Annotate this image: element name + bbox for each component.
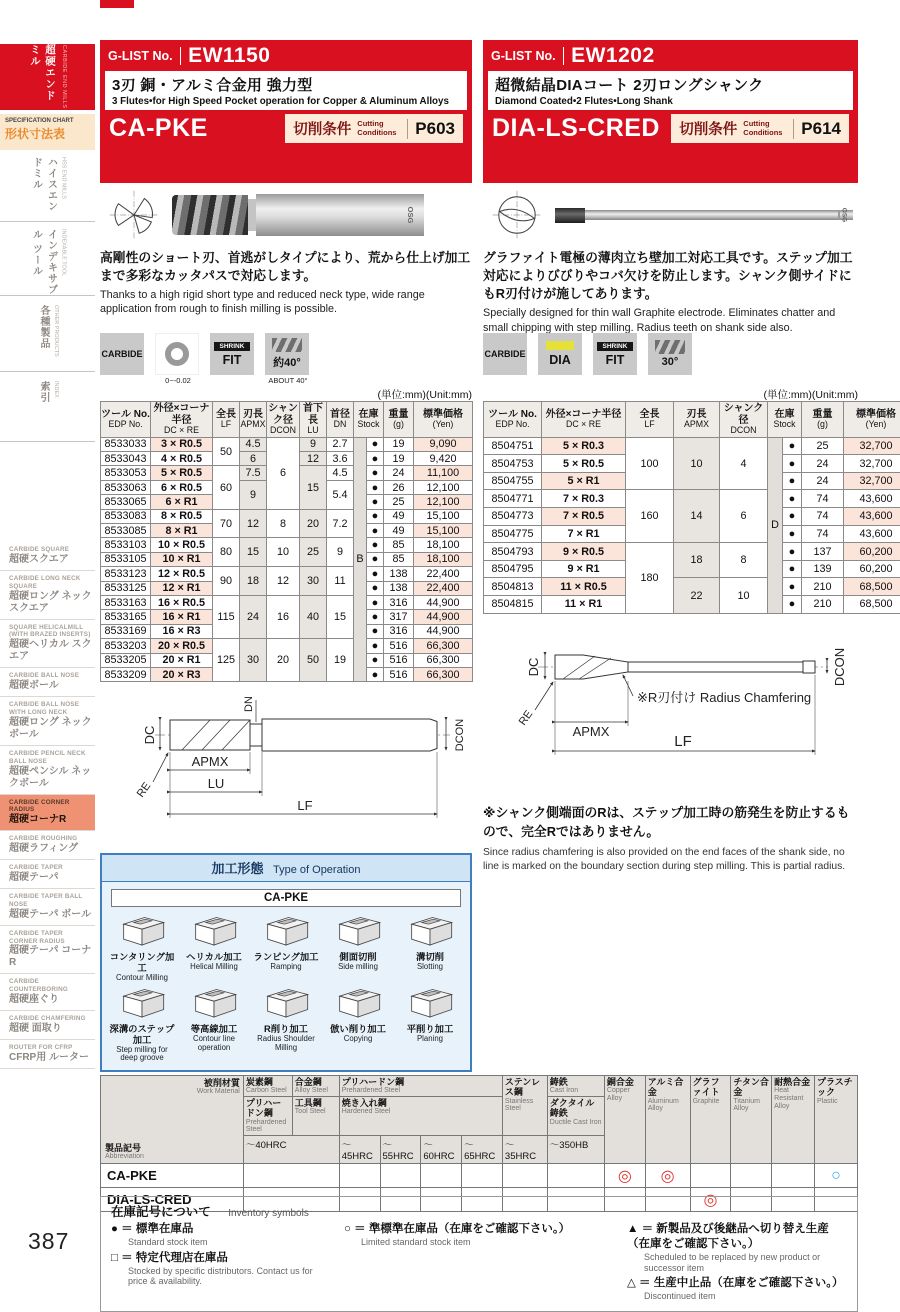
table-row: 8533125 12 × R1 ● 138 22,400 [101, 581, 473, 595]
column-header: 在庫 Stock [354, 402, 384, 438]
double-circle-mark: ◎ [703, 1192, 717, 1209]
table-row: 8533163 16 × R0.5 115 24 16 40 15 ● 316 44,900 [101, 595, 473, 609]
double-circle-mark: ◎ [618, 1168, 632, 1185]
table-row: 8533053 5 × R0.5 60 7.5 15 4.5 ● 24 11,100 [101, 466, 473, 480]
inventory-column-2 [344, 1222, 609, 1305]
sidebar-product-list [0, 542, 95, 1069]
column-header: 外径×コーナ半径 DC × RE [151, 402, 213, 438]
operation-icon [405, 913, 455, 947]
sidebar-spec-chart[interactable] [0, 114, 95, 150]
hardness-header: ～350HB [547, 1136, 604, 1164]
material-table [100, 1075, 858, 1212]
svg-text:RE: RE [517, 708, 536, 727]
material-header: グラファイト Graphite [690, 1076, 731, 1164]
unit-note: (単位:mm)(Unit:mm) [483, 387, 858, 401]
sidebar-item[interactable] [0, 795, 95, 832]
operation-item: 平削り加工 Planing [395, 985, 465, 1063]
sidebar-item-en: ROUTER FOR CFRP [9, 1044, 93, 1052]
svg-text:DC: DC [526, 657, 541, 676]
column-header: ツール No. EDP No. [101, 402, 151, 438]
operation-item: R削り加工 Radius Shoulder Milling [251, 985, 321, 1063]
product-photo [172, 194, 424, 236]
column-header: 首下長 LU [300, 402, 327, 438]
hardness-header: ～40HRC [243, 1136, 339, 1164]
svg-text:RE: RE [135, 781, 154, 800]
sidebar-item-jp: 超硬ラフィング [9, 843, 93, 855]
sidebar-item-en: CARBIDE SQUARE [9, 546, 93, 554]
table-row: 8504773 7 × R0.5 ● 74 43,600 [484, 508, 900, 526]
angle-icon: 30° [648, 333, 694, 375]
column-header: ツール No. EDP No. [484, 402, 542, 438]
sidebar-item-jp: 超硬テーパ [9, 872, 93, 884]
spec-table-container [100, 401, 472, 682]
material-header: 工具鋼 Tool Steel [292, 1097, 339, 1136]
sidebar-item-jp: 超硬テーパ コーナR [9, 945, 93, 969]
svg-text:DC: DC [142, 726, 157, 745]
sidebar-item-en: CARBIDE TAPER [9, 864, 93, 872]
product-photo-row [483, 183, 858, 243]
svg-text:DCON: DCON [454, 719, 466, 751]
sidebar-item[interactable] [0, 831, 95, 860]
column-header: 標準価格 (Yen) [414, 402, 473, 438]
table-row: 8533203 20 × R0.5 125 30 20 50 19 ● 516 66,300 [101, 639, 473, 653]
material-header: 鋳鉄 Cast Iron [547, 1076, 604, 1097]
sidebar-item-en: CARBIDE BALL NOSE [9, 672, 93, 680]
table-row: 8533085 8 × R1 ● 49 15,100 [101, 524, 473, 538]
operation-product-bar: CA-PKE [111, 889, 461, 907]
sidebar-item[interactable] [0, 542, 95, 571]
product-code: DIA-LS-CRED [492, 114, 660, 143]
operation-item: 側面切削 Side milling [323, 913, 393, 982]
product-description [100, 249, 472, 333]
material-row [101, 1164, 858, 1188]
sidebar-item-jp: 超硬ボール [9, 680, 93, 692]
table-row: 8533209 20 × R3 ● 516 66,300 [101, 667, 473, 681]
table-row: 8504753 5 × R0.5 ● 24 32,700 [484, 455, 900, 473]
operation-item: 深溝のステップ加工 Step milling for deep groove [107, 985, 177, 1063]
table-row: 8533169 16 × R3 ● 316 44,900 [101, 624, 473, 638]
cutting-conditions-en: Cutting Conditions [357, 120, 401, 137]
table-row: 8504793 9 × R0.5 180 18 8 ● 137 60,200 [484, 543, 900, 561]
cutting-conditions-page: P614 [793, 119, 841, 139]
sidebar-item[interactable] [0, 974, 95, 1011]
column-header: 在庫 Stock [768, 402, 802, 438]
sidebar-item[interactable] [0, 889, 95, 926]
tool-shank [585, 210, 853, 220]
sidebar-category-carbide-endmills[interactable] [0, 44, 95, 110]
sidebar-item[interactable] [0, 746, 95, 795]
sidebar-item-jp: 超硬テーパ ボール [9, 909, 93, 921]
product-column-ca-pke [100, 40, 472, 1072]
hss-label-en: HSS END MILLS [61, 157, 67, 221]
product-description [483, 249, 858, 333]
table-row: 8533063 6 × R0.5 9 5.4 ● 26 12,100 [101, 480, 473, 494]
sidebar-item-jp: 超硬ロング ネックスクエア [9, 591, 93, 615]
cutting-conditions-link[interactable] [671, 114, 849, 143]
column-header: 重量 (g) [802, 402, 844, 438]
sidebar-item[interactable] [0, 697, 95, 746]
dimension-diagram [100, 690, 472, 840]
end-view-drawing-2flute [491, 189, 543, 241]
sidebar-item-en: CARBIDE TAPER CORNER RADIUS [9, 930, 93, 946]
material-header: ステンレス鋼 Stainless Steel [502, 1076, 547, 1136]
operation-grid [102, 910, 470, 1069]
svg-text:APMX: APMX [573, 724, 610, 739]
angle-icon: 約40° ABOUT 40° [265, 333, 311, 385]
spec-chart-en: SPECIFICATION CHART [5, 118, 90, 124]
tool-neck [248, 199, 256, 231]
material-row-name: CA-PKE [101, 1164, 244, 1188]
operation-icon [189, 985, 239, 1019]
spec-chart-jp: 形状寸法表 [5, 125, 90, 142]
operation-title-jp: 加工形態 [212, 861, 264, 876]
note-en: Since radius chamfering is also provided on the end faces of the shank side, no line is marked on the boundary section during step milling. This is partial radius. [483, 846, 854, 875]
sidebar-item-en: CARBIDE ROUGHING [9, 835, 93, 843]
sidebar-item-indexable-tool[interactable] [0, 229, 95, 296]
column-header: 首径 DN [327, 402, 354, 438]
operation-icon [189, 913, 239, 947]
sidebar-item-jp: CFRP用 ルーター [9, 1052, 93, 1064]
material-header: プリハードン鋼 Prehardened Steel [339, 1076, 502, 1097]
tool-flutes [172, 195, 248, 235]
spec-table [100, 401, 473, 682]
svg-text:DCON: DCON [832, 647, 847, 685]
column-header: 刃長 APMX [674, 402, 720, 438]
material-header: 耐熱合金 Heat Resistant Alloy [772, 1076, 815, 1164]
column-header: 外径×コーナ半径 DC × RE [542, 402, 626, 438]
hardness-header: ～60HRC [421, 1136, 462, 1164]
sidebar-item[interactable] [0, 571, 95, 620]
sidebar-item-en: CARBIDE CHAMFERING [9, 1015, 93, 1023]
svg-text:DN: DN [243, 696, 255, 712]
cutting-conditions-page: P603 [407, 119, 455, 139]
inventory-legend-item: ● ＝ 標準在庫品 Standard stock item [111, 1222, 326, 1248]
column-header: 全長 LF [626, 402, 674, 438]
table-row: 8533065 6 × R1 ● 25 12,100 [101, 495, 473, 509]
sidebar-item-index[interactable] [0, 381, 95, 442]
material-header: 炭素鋼 Carbon Steel [243, 1076, 292, 1097]
circle-mark: ○ [831, 1167, 841, 1184]
cutting-conditions-en: Cutting Conditions [743, 120, 787, 137]
hss-label-jp: ハイスエンドミル [29, 157, 59, 221]
header-divider [563, 47, 565, 65]
sidebar-item-jp: 超硬ロング ネックボール [9, 717, 93, 741]
glist-number: EW1202 [571, 44, 655, 68]
table-row: 8533165 16 × R1 ● 317 44,900 [101, 610, 473, 624]
inventory-title-jp: 在庫記号について [111, 1205, 211, 1219]
column-header: 重量 (g) [384, 402, 414, 438]
table-row: 8504815 11 × R1 ● 210 68,500 [484, 596, 900, 614]
operation-icon [333, 913, 383, 947]
operation-item: コンタリング加工 Contour Milling [107, 913, 177, 982]
operation-item: 溝切削 Slotting [395, 913, 465, 982]
material-row-name: DIA-LS-CRED [101, 1188, 244, 1212]
sidebar-category-label-en: CARBIDE END MILLS [61, 45, 67, 109]
hardness-header: ～55HRC [380, 1136, 421, 1164]
ring-icon: 0~-0.02 [155, 333, 201, 385]
sidebar-item-en: CARBIDE BALL NOSE WITH LONG NECK [9, 701, 93, 717]
inventory-column-3 [627, 1222, 847, 1305]
material-header: 焼き入れ鋼 Hardened Steel [339, 1097, 502, 1136]
table-row: 8504775 7 × R1 ● 74 43,600 [484, 525, 900, 543]
sidebar-item[interactable] [0, 620, 95, 669]
operation-icon [405, 985, 455, 1019]
cutting-conditions-jp: 切削条件 [293, 118, 351, 139]
dimension-diagram [483, 622, 858, 782]
glist-label: G-LIST No. [108, 49, 173, 63]
sidebar-item-en: CARBIDE COUNTERBORING [9, 978, 93, 994]
product-title-en: Diamond Coated•2 Flutes•Long Shank [495, 96, 846, 107]
work-material-table [100, 1075, 858, 1212]
svg-text:LF: LF [674, 733, 692, 750]
material-header: プラスチック Plastic [815, 1076, 858, 1164]
material-header: アルミ合金 Aluminum Alloy [645, 1076, 690, 1164]
label-icon: CARBIDE [100, 333, 146, 375]
page-tab [100, 0, 134, 8]
index-label-jp: 索引 [36, 381, 51, 441]
table-row: 8504771 7 × R0.3 160 14 6 ● 74 43,600 [484, 490, 900, 508]
sidebar-item-other-products[interactable] [0, 305, 95, 372]
glist-number: EW1150 [188, 44, 270, 68]
operation-icon [261, 985, 311, 1019]
table-row: 8504813 11 × R0.5 22 10 ● 210 68,500 [484, 578, 900, 596]
operation-item: 等高線加工 Contour line operation [179, 985, 249, 1063]
operation-item: ランピング加工 Ramping [251, 913, 321, 982]
table-row: 8533033 3 × R0.5 50 4.5 6 9 2.7 B ● 19 9,090 [101, 437, 473, 451]
sidebar-item[interactable] [0, 668, 95, 697]
column-header: 刃長 APMX [240, 402, 267, 438]
material-header: プリハードン鋼 Prehardened Steel [243, 1097, 292, 1136]
product-title-jp: 3刃 銅・アルミ合金用 強力型 [112, 74, 460, 95]
inventory-title-en: Inventory symbols [228, 1208, 309, 1219]
sidebar-item[interactable] [0, 1040, 95, 1069]
end-view-drawing-3flute [108, 189, 160, 241]
table-row: 8504755 5 × R1 ● 24 32,700 [484, 472, 900, 490]
table-row: 8504795 9 × R1 ● 139 60,200 [484, 560, 900, 578]
inventory-symbols-box [100, 1196, 858, 1312]
table-row: 8504751 5 × R0.3 100 10 4 D ● 25 32,700 [484, 437, 900, 455]
operation-icon [333, 985, 383, 1019]
feature-icon-row [483, 333, 858, 387]
sidebar-category-label-jp: 超硬エンドミル [28, 44, 58, 110]
operation-icon [117, 985, 167, 1019]
inventory-legend-item: ○ ＝ 準標準在庫品（在庫をご確認下さい。） Limited standard stock item [344, 1222, 609, 1248]
product-code: CA-PKE [109, 114, 208, 143]
tool-tip [555, 208, 585, 223]
shrink-icon: SHRINK FIT [593, 333, 639, 375]
sidebar-item-en: SQUARE HELICALMILL (WITH BRAZED INSERTS) [9, 624, 93, 640]
material-header: ダクタイル鋳鉄 Ductile Cast Iron [547, 1097, 604, 1136]
inventory-legend-item: ▲ ＝ 新製品及び後継品へ切り替え生産（在庫をご確認下さい。） Scheduled to be replaced by new product or successor item [627, 1222, 847, 1273]
feature-icon-row [100, 333, 472, 387]
product-photo [555, 208, 853, 223]
indexable-label-jp: インデキサブル ツール [29, 229, 59, 295]
double-circle-mark: ◎ [661, 1168, 675, 1185]
material-header: 銅合金 Copper Alloy [604, 1076, 645, 1164]
indexable-label-en: INDEXABLE TOOL [61, 229, 67, 295]
operation-icon [117, 913, 167, 947]
product-header [483, 40, 858, 183]
shank-radius-note [483, 803, 858, 875]
sidebar-item-jp: 超硬 面取り [9, 1023, 93, 1035]
hardness-header: ～35HRC [502, 1136, 547, 1164]
svg-text:※R刃付け Radius Chamfering: ※R刃付け Radius Chamfering [637, 690, 811, 705]
description-jp: 高剛性のショート刃、首逃がしタイプにより、荒から仕上げ加工まで多彩なカッタパスで対応します。 [100, 249, 472, 285]
page-number: 387 [28, 1228, 69, 1255]
sidebar-item-jp: 超硬ペンシル ネックボール [9, 766, 93, 790]
material-header: チタン合金 Titanium Alloy [731, 1076, 772, 1164]
sidebar-item-en: CARBIDE CORNER RADIUS [9, 799, 93, 815]
table-row: 8533103 10 × R0.5 80 15 10 25 9 ● 85 18,100 [101, 538, 473, 552]
product-column-dia-ls-cred [483, 40, 858, 875]
sidebar-item-jp: 超硬スクエア [9, 554, 93, 566]
diagonal-header: 被削材質 Work Material 製品記号 Abbreviation [101, 1076, 244, 1164]
svg-text:LF: LF [297, 798, 312, 813]
product-title-jp: 超微結晶DIAコート 2刃ロングシャンク [495, 74, 846, 95]
inventory-column-1 [111, 1222, 326, 1305]
table-row: 8533105 10 × R1 ● 85 18,100 [101, 552, 473, 566]
sidebar-item-en: CARBIDE PENCIL NECK BALL NOSE [9, 750, 93, 766]
product-title-en: 3 Flutes•for High Speed Pocket operation for Copper & Aluminum Alloys [112, 96, 460, 107]
type-of-operation-box [100, 853, 472, 1071]
product-photo-row [100, 183, 472, 243]
hardness-header: ～65HRC [462, 1136, 503, 1164]
tool-brand-mark: OSG [840, 208, 847, 222]
description-jp: グラファイト電極の薄肉立ち壁加工対応工具です。ステップ加工対応によりびびりやコバ欠けを防止します。シャンク側サイドにもR刃付けが施してあります。 [483, 249, 858, 303]
index-label-en: INDEX [53, 381, 59, 441]
table-row: 8533083 8 × R0.5 70 12 8 20 7.2 ● 49 15,100 [101, 509, 473, 523]
sidebar-item[interactable] [0, 860, 95, 889]
label-icon: CARBIDE [483, 333, 529, 375]
table-row: 8533043 4 × R0.5 6 12 3.6 ● 19 9,420 [101, 452, 473, 466]
spec-table [483, 401, 900, 614]
material-header: 合金鋼 Alloy Steel [292, 1076, 339, 1097]
operation-icon [261, 913, 311, 947]
header-divider [180, 47, 182, 65]
other-products-label-jp: 各種製品 [36, 305, 51, 371]
svg-text:LU: LU [208, 776, 225, 791]
sidebar [0, 0, 95, 1272]
operation-item: 倣い削り加工 Copying [323, 985, 393, 1063]
table-row: 8533205 20 × R1 ● 516 66,300 [101, 653, 473, 667]
sidebar-item-jp: 超硬コーナR [9, 814, 93, 826]
hardness-header: ～45HRC [339, 1136, 380, 1164]
operation-title-en: Type of Operation [273, 864, 360, 876]
tool-shank [256, 194, 424, 236]
product-header [100, 40, 472, 183]
column-header: 全長 LF [213, 402, 240, 438]
sidebar-item[interactable] [0, 926, 95, 975]
sidebar-item-hss-endmills[interactable] [0, 157, 95, 222]
sidebar-item[interactable] [0, 1011, 95, 1040]
table-row: 8533123 12 × R0.5 90 18 12 30 11 ● 138 22,400 [101, 567, 473, 581]
other-products-label-en: OTHER PRODUCTS [53, 305, 59, 371]
description-en: Thanks to a high rigid short type and reduced neck type, wide range application from rough to finish milling is possible. [100, 288, 472, 316]
inventory-legend-item: △ ＝ 生産中止品（在庫をご確認下さい。） Discontinued item [627, 1276, 847, 1302]
cutting-conditions-jp: 切削条件 [679, 118, 737, 139]
operation-item: ヘリカル加工 Helical Milling [179, 913, 249, 982]
sidebar-item-jp: 超硬ヘリカル スクエア [9, 639, 93, 663]
note-jp: ※シャンク側端面のRは、ステップ加工時の筋発生を防止するもので、完全Rではありません。 [483, 803, 854, 841]
cutting-conditions-link[interactable] [285, 114, 463, 143]
sidebar-item-jp: 超硬座ぐり [9, 994, 93, 1006]
sidebar-item-en: CARBIDE LONG NECK SQUARE [9, 575, 93, 591]
column-header: シャンク径 DCON [720, 402, 768, 438]
shrink-icon: SHRINK FIT [210, 333, 256, 375]
inventory-legend-item: □ ＝ 特定代理店在庫品 Stocked by specific distributors. Contact us for price & availability. [111, 1251, 326, 1288]
description-en: Specially designed for thin wall Graphite electrode. Eliminates chatter and small chipping with step milling. Radius teeth on shank side also. [483, 306, 858, 333]
dia-icon: DIA [538, 333, 584, 375]
column-header: 標準価格 (Yen) [844, 402, 900, 438]
spec-table-container [483, 401, 858, 614]
sidebar-item-en: CARBIDE TAPER BALL NOSE [9, 893, 93, 909]
glist-label: G-LIST No. [491, 49, 556, 63]
unit-note: (単位:mm)(Unit:mm) [100, 387, 472, 401]
svg-text:APMX: APMX [192, 754, 229, 769]
column-header: シャンク径 DCON [267, 402, 300, 438]
tool-brand-mark: OSG [406, 207, 415, 224]
